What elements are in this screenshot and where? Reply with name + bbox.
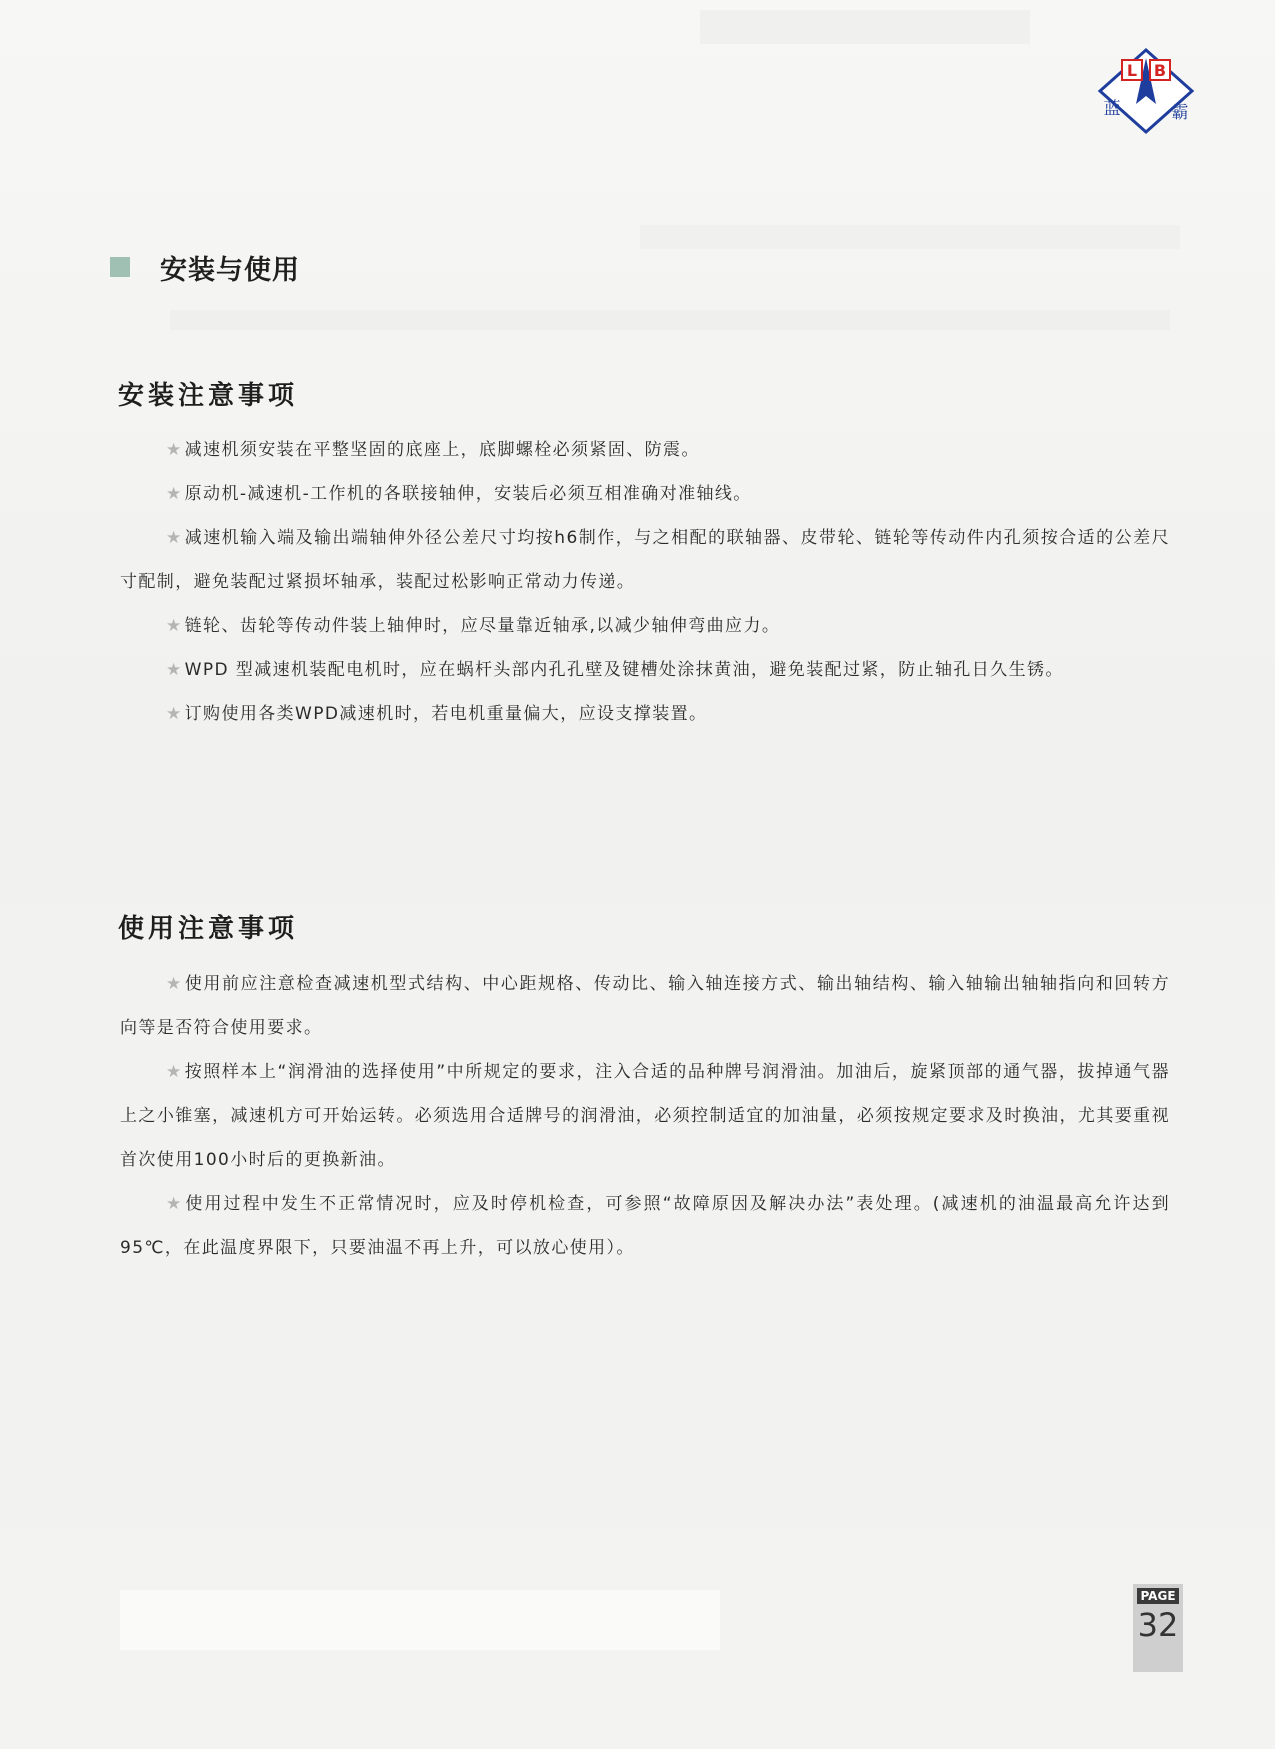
logo-char-left: 蓝	[1103, 99, 1121, 119]
section-header	[110, 250, 300, 284]
install-note-text: 订购使用各类WPD减速机时，若电机重量偏大，应设支撑装置。	[184, 704, 708, 724]
install-note-item	[120, 692, 1170, 736]
section-title: 安装与使用	[160, 254, 300, 286]
usage-note-item	[120, 1050, 1170, 1182]
install-note-item	[120, 516, 1170, 604]
usage-notes-list	[120, 962, 1170, 1270]
bleed-through-band	[700, 10, 1030, 44]
bleed-through-band	[120, 1590, 720, 1650]
install-note-text: WPD 型减速机装配电机时，应在蜗杆头部内孔孔壁及键槽处涂抹黄油，避免装配过紧，防止轴孔日久生锈。	[184, 660, 1064, 680]
install-note-item	[120, 472, 1170, 516]
install-note-text: 链轮、齿轮等传动件装上轴伸时，应尽量靠近轴承,以减少轴伸弯曲应力。	[184, 616, 781, 636]
usage-note-text: 按照样本上“润滑油的选择使用”中所规定的要求，注入合适的品种牌号润滑油。加油后，旋紧顶部的通气器，拔掉通气器上之小锥塞，减速机方可开始运转。必须选用合适牌号的润滑油，必须控制适宜的加油量，必须按规定要求及时换油，尤其要重视首次使用100小时后的更换新油。	[120, 1062, 1170, 1170]
page-number-badge	[1133, 1584, 1183, 1672]
brand-logo-mark	[1096, 46, 1196, 136]
bleed-through-band	[640, 225, 1180, 249]
star-bullet-icon: ★	[166, 1062, 183, 1082]
star-bullet-icon: ★	[166, 660, 183, 680]
section-marker-icon	[110, 257, 130, 277]
star-bullet-icon: ★	[166, 974, 183, 994]
star-bullet-icon: ★	[166, 440, 183, 460]
page-number: 32	[1137, 1606, 1179, 1644]
star-bullet-icon: ★	[166, 616, 183, 636]
install-notes-list	[120, 428, 1170, 736]
usage-note-text: 使用过程中发生不正常情况时，应及时停机检查，可参照“故障原因及解决办法”表处理。(减速机的油温最高允许达到95℃，在此温度界限下，只要油温不再上升，可以放心使用）。	[120, 1194, 1170, 1258]
star-bullet-icon: ★	[166, 528, 183, 548]
install-notes-title: 安装注意事项	[118, 381, 299, 411]
usage-note-item	[120, 962, 1170, 1050]
usage-note-item	[120, 1182, 1170, 1270]
logo-letter-right: B	[1153, 61, 1167, 80]
install-note-item	[120, 648, 1170, 692]
brand-logo	[1096, 46, 1196, 136]
install-note-item	[120, 428, 1170, 472]
install-note-text: 减速机输入端及输出端轴伸外径公差尺寸均按h6制作，与之相配的联轴器、皮带轮、链轮等传动件内孔须按合适的公差尺寸配制，避免装配过紧损坏轴承，装配过松影响正常动力传递。	[120, 528, 1170, 592]
install-note-text: 减速机须安装在平整坚固的底座上，底脚螺栓必须紧固、防震。	[184, 440, 700, 460]
logo-letter-left: L	[1126, 61, 1138, 80]
star-bullet-icon: ★	[166, 484, 183, 504]
logo-char-right: 霸	[1171, 103, 1189, 123]
install-note-text: 原动机-减速机-工作机的各联接轴伸，安装后必须互相准确对准轴线。	[184, 484, 752, 504]
usage-note-text: 使用前应注意检查减速机型式结构、中心距规格、传动比、输入轴连接方式、输出轴结构、输入轴输出轴轴指向和回转方向等是否符合使用要求。	[120, 974, 1171, 1038]
page-label: PAGE	[1137, 1588, 1179, 1604]
install-note-item	[120, 604, 1170, 648]
star-bullet-icon: ★	[166, 1194, 184, 1214]
usage-notes-title: 使用注意事项	[118, 914, 299, 944]
bleed-through-band	[170, 310, 1170, 330]
star-bullet-icon: ★	[166, 704, 183, 724]
